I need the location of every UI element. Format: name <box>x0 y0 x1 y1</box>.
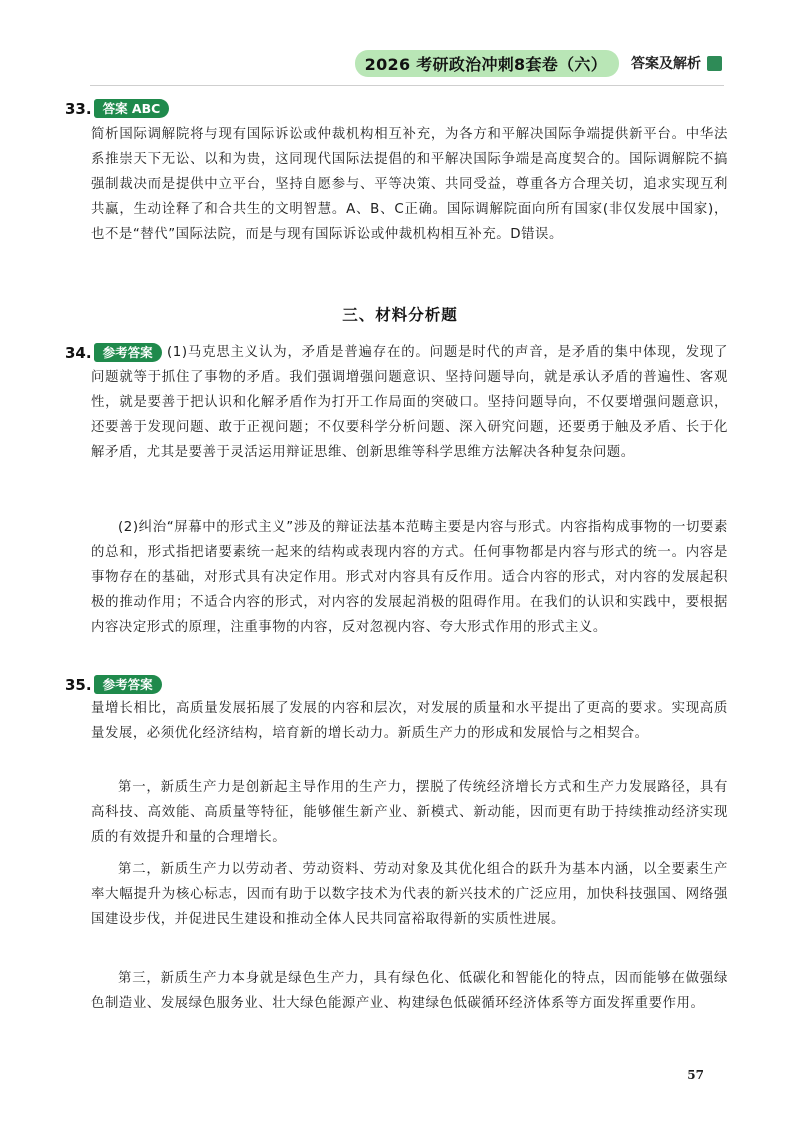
header-subtitle: 答案及解析 <box>631 56 701 72</box>
header-divider <box>90 85 724 86</box>
question-35-answer-point-3: 第三，新质生产力本身就是绿色生产力，具有绿色化、低碳化和智能化的特点，因而能够在做强绿色制造业、发展绿色服务业、壮大绿色能源产业、构建绿色低碳循环经济体系等方面发挥重要作用。 <box>91 971 728 1011</box>
question-33-heading <box>65 99 169 118</box>
question-33-explanation: 简析国际调解院将与现有国际诉讼或仲裁机构相互补充，为各方和平解决国际争端提供新平台。中华法系推崇天下无讼、以和为贵，这同现代国际法提倡的和平解决国际争端是高度契合的。国际调解院不搞强制裁决而是提供中立平台，坚持自愿参与、平等决策、共同受益，尊重各方合理关切，追求实现互利共赢，生动诠释了和合共生的文明智慧。A、B、C正确。国际调解院面向所有国家(非仅发展中国家)，也不是“替代”国际法院，而是与现有国际诉讼或仲裁机构相互补充。D错误。 <box>91 127 728 242</box>
question-34-answer-part-1: (1)马克思主义认为，矛盾是普遍存在的。问题是时代的声音，是矛盾的集中体现，发现了问题就等于抓住了事物的矛盾。我们强调增强问题意识、坚持问题导向，就是承认矛盾的普遍性、客观性，就是要善于把认识和化解矛盾作为打开工作局面的突破口。坚持问题导向，不仅要增强问题意识，还要善于发现问题、敢于正视问题；不仅要科学分析问题、深入研究问题，还要勇于触及矛盾、长于化解矛盾，尤其是要善于灵活运用辩证思维、创新思维等科学思维方法解决各种复杂问题。 <box>91 345 728 460</box>
header-square-icon <box>707 56 722 71</box>
section-title: 三、材料分析题 <box>342 306 458 324</box>
reference-answer-badge: 参考答案 <box>94 675 162 694</box>
question-35-answer-point-1: 第一，新质生产力是创新起主导作用的生产力，摆脱了传统经济增长方式和生产力发展路径，具有高科技、高效能、高质量等特征，能够催生新产业、新模式、新动能，因而更有助于持续推动经济实现质的有效提升和量的合理增长。 <box>91 780 728 845</box>
question-34-answer-part-2: (2)纠治“屏幕中的形式主义”涉及的辩证法基本范畴主要是内容与形式。内容指构成事物的一切要素的总和，形式指把诸要素统一起来的结构或表现内容的方式。任何事物都是内容与形式的统一。内容是事物存在的基础，对形式具有决定作用。形式对内容具有反作用。适合内容的形式，对内容的发展起积极的推动作用；不适合内容的形式，对内容的发展起消极的阻碍作用。在我们的认识和实践中，要根据内容决定形式的原理，注重事物的内容，反对忽视内容、夸大形式作用的形式主义。 <box>91 520 728 635</box>
question-35-answer-point-2: 第二，新质生产力以劳动者、劳动资料、劳动对象及其优化组合的跃升为基本内涵，以全要素生产率大幅提升为核心标志，因而有助于以数字技术为代表的新兴技术的广泛应用，加快科技强国、网络强国建设步伐，并促进民生建设和推动全体人民共同富裕取得新的实质性进展。 <box>91 862 728 927</box>
page-number: 57 <box>687 1068 704 1082</box>
header-title: 2026 考研政治冲刺8套卷（六） <box>355 50 619 77</box>
question-number: 33. <box>65 99 92 118</box>
reference-answer-badge: 参考答案 <box>94 343 162 362</box>
question-number: 34. <box>65 343 92 362</box>
question-35-heading <box>65 675 162 694</box>
question-number: 35. <box>65 675 92 694</box>
question-35-answer-intro: 量增长相比，高质量发展拓展了发展的内容和层次，对发展的质量和水平提出了更高的要求。实现高质量发展，必须优化经济结构，培育新的增长动力。新质生产力的形成和发展恰与之相契合。 <box>91 701 728 741</box>
page-header <box>355 50 722 76</box>
answer-badge: 答案 ABC <box>94 99 170 118</box>
